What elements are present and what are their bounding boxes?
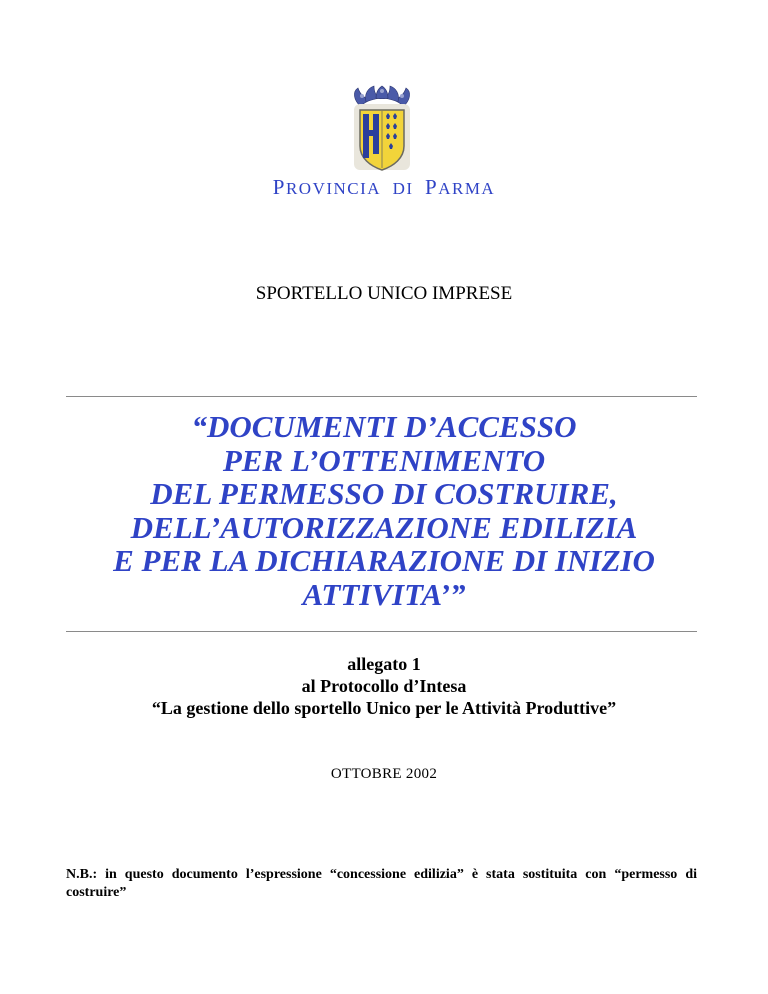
- province-initial-p: P: [272, 175, 286, 199]
- title-line: DELL’AUTORIZZAZIONE EDILIZIA: [130, 509, 638, 545]
- office-title: SPORTELLO UNICO IMPRESE: [255, 283, 513, 304]
- document-date: OTTOBRE 2002: [330, 766, 438, 782]
- annex-number: allegato 1: [347, 654, 421, 674]
- title-line: E PER LA DICHIARAZIONE DI INIZIO: [113, 543, 655, 578]
- title-top-divider: [66, 396, 697, 397]
- footnote: N.B.: in questo documento l’espressione “concessione edilizia” è stata sostituita con “permesso di costruire”: [66, 867, 697, 900]
- title-bottom-divider: [66, 631, 697, 632]
- title-line: PER L’OTTENIMENTO: [222, 442, 546, 478]
- title-line: ATTIVITA’”: [302, 576, 466, 612]
- parma-initial-p: P: [425, 175, 439, 199]
- annex-protocol: al Protocollo d’Intesa: [301, 676, 467, 696]
- parma-province-crest-icon: [346, 84, 418, 174]
- parma-word-rest: ARMA: [438, 179, 496, 198]
- title-line: DEL PERMESSO DI COSTRUIRE,: [150, 476, 618, 511]
- document-title: [0, 410, 768, 611]
- title-line: “DOCUMENTI D’ACCESSO: [191, 409, 577, 444]
- annex-subtitle: “La gestione dello sportello Unico per le Attività Produttive”: [151, 698, 617, 718]
- province-word-di: DI: [392, 179, 414, 198]
- province-word-rest: ROVINCIA: [285, 179, 382, 198]
- annex-block: [0, 653, 768, 719]
- province-name: [0, 175, 768, 200]
